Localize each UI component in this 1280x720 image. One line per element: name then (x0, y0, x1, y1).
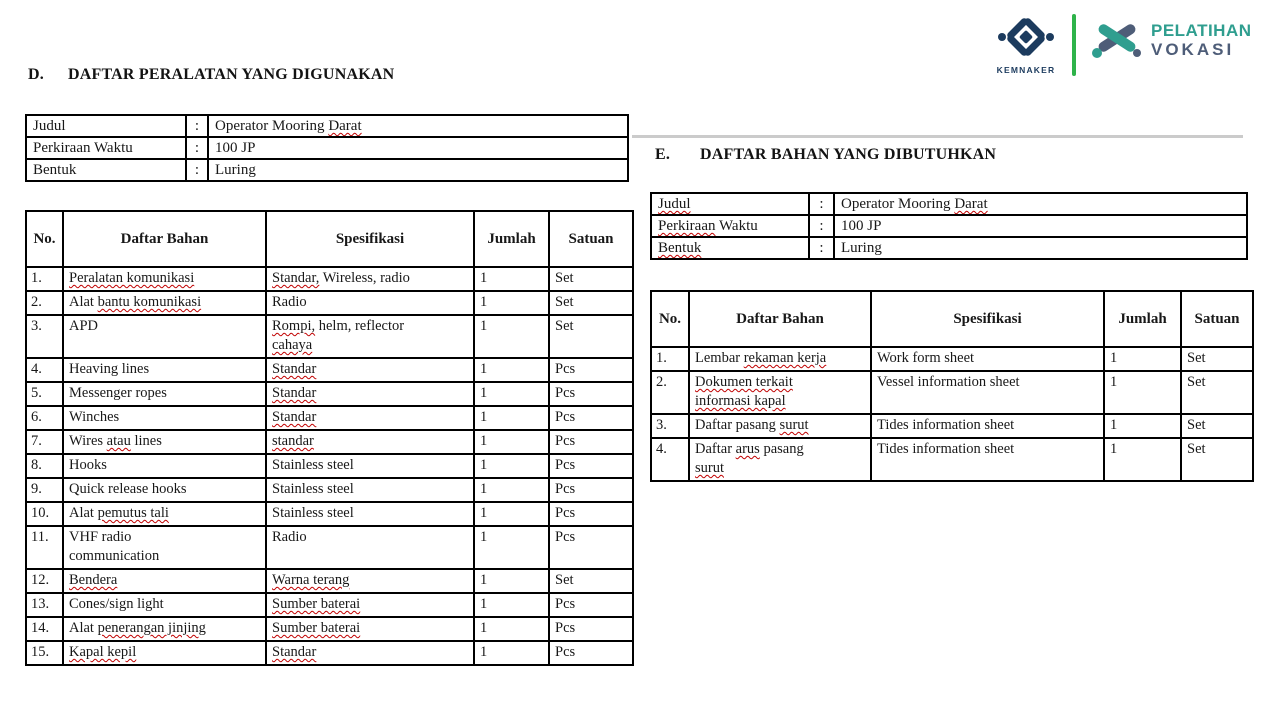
info-row (651, 215, 1247, 237)
cell-name: APD (63, 315, 266, 358)
cell-spec: Tides information sheet (871, 414, 1104, 438)
kemnaker-logo-icon (997, 12, 1055, 62)
cell-qty: 1 (474, 315, 549, 358)
cell-no: 8. (26, 454, 63, 478)
table-row (26, 454, 633, 478)
table-row (26, 382, 633, 406)
table-row (26, 358, 633, 382)
cell-name: Alat pemutus tali (63, 502, 266, 526)
cell-name: Messenger ropes (63, 382, 266, 406)
cell-spec: Standar (266, 382, 474, 406)
cell-unit: Pcs (549, 478, 633, 502)
section-d-letter: D. (28, 66, 44, 83)
table-row (651, 347, 1253, 371)
section-e-letter: E. (655, 146, 671, 163)
cell-name: Winches (63, 406, 266, 430)
info-value: Luring (834, 237, 1247, 259)
cell-no: 5. (26, 382, 63, 406)
pelatihan-vokasi-logo (1091, 20, 1252, 60)
cell-spec: Radio (266, 526, 474, 569)
cell-qty: 1 (474, 526, 549, 569)
info-colon: : (809, 193, 834, 215)
column-header: No. (651, 291, 689, 347)
cell-unit: Pcs (549, 406, 633, 430)
column-header: Jumlah (474, 211, 549, 267)
info-label: Bentuk (26, 159, 186, 181)
cell-spec: Stainless steel (266, 502, 474, 526)
cell-spec: Stainless steel (266, 454, 474, 478)
cell-unit: Pcs (549, 454, 633, 478)
cell-unit: Pcs (549, 526, 633, 569)
cell-name: VHF radio communication (63, 526, 266, 569)
table-row (26, 267, 633, 291)
cell-unit: Set (1181, 438, 1253, 481)
table-row (26, 617, 633, 641)
column-header: No. (26, 211, 63, 267)
info-label: Judul (651, 193, 809, 215)
cell-no: 11. (26, 526, 63, 569)
cell-spec: Vessel information sheet (871, 371, 1104, 414)
info-label: Perkiraan Waktu (26, 137, 186, 159)
cell-name: Wires atau lines (63, 430, 266, 454)
cell-unit: Pcs (549, 641, 633, 665)
info-row (26, 115, 628, 137)
cell-unit: Set (549, 315, 633, 358)
info-row (651, 193, 1247, 215)
cell-unit: Pcs (549, 617, 633, 641)
cell-spec: Standar (266, 406, 474, 430)
table-row (651, 438, 1253, 481)
column-header: Daftar Bahan (63, 211, 266, 267)
cell-qty: 1 (474, 593, 549, 617)
cell-qty: 1 (474, 382, 549, 406)
vokasi-logo-text: VOKASI (1151, 40, 1235, 59)
section-e-heading (655, 146, 996, 164)
cell-no: 13. (26, 593, 63, 617)
cell-qty: 1 (474, 502, 549, 526)
cell-no: 4. (26, 358, 63, 382)
cell-no: 1. (26, 267, 63, 291)
cell-unit: Pcs (549, 358, 633, 382)
scan-edge-line (632, 135, 1243, 138)
logo-divider (1072, 14, 1076, 76)
cell-qty: 1 (474, 291, 549, 315)
header-row (26, 211, 633, 267)
kemnaker-logo-text: KEMNAKER (996, 65, 1056, 75)
cell-spec: Sumber baterai (266, 617, 474, 641)
cell-qty: 1 (1104, 438, 1181, 481)
cell-no: 3. (651, 414, 689, 438)
info-value: 100 JP (834, 215, 1247, 237)
info-label: Bentuk (651, 237, 809, 259)
column-header: Spesifikasi (266, 211, 474, 267)
cell-spec: Standar, Wireless, radio (266, 267, 474, 291)
cell-spec: Standar (266, 358, 474, 382)
info-label: Judul (26, 115, 186, 137)
table-row (651, 371, 1253, 414)
table-row (26, 315, 633, 358)
info-colon: : (186, 137, 208, 159)
table-row (26, 406, 633, 430)
info-label: Perkiraan Waktu (651, 215, 809, 237)
table-row (26, 593, 633, 617)
cell-spec: Stainless steel (266, 478, 474, 502)
cell-qty: 1 (1104, 371, 1181, 414)
cell-name: Hooks (63, 454, 266, 478)
cell-name: Lembar rekaman kerja (689, 347, 871, 371)
cell-unit: Pcs (549, 430, 633, 454)
cell-name: Daftar pasang surut (689, 414, 871, 438)
cell-qty: 1 (474, 641, 549, 665)
cell-qty: 1 (474, 430, 549, 454)
cell-no: 9. (26, 478, 63, 502)
info-value: 100 JP (208, 137, 628, 159)
table-row (651, 414, 1253, 438)
cell-no: 15. (26, 641, 63, 665)
cell-no: 7. (26, 430, 63, 454)
table-row (26, 430, 633, 454)
cell-spec: Sumber baterai (266, 593, 474, 617)
cell-unit: Pcs (549, 502, 633, 526)
info-colon: : (186, 159, 208, 181)
cell-qty: 1 (474, 406, 549, 430)
cell-qty: 1 (474, 569, 549, 593)
cell-unit: Pcs (549, 382, 633, 406)
cell-name: Alat penerangan jinjing (63, 617, 266, 641)
cell-unit: Set (1181, 414, 1253, 438)
cell-name: Kapal kepil (63, 641, 266, 665)
cell-name: Dokumen terkait informasi kapal (689, 371, 871, 414)
cell-no: 14. (26, 617, 63, 641)
cell-name: Daftar arus pasang surut (689, 438, 871, 481)
info-colon: : (809, 237, 834, 259)
table-row (26, 291, 633, 315)
info-row (26, 137, 628, 159)
info-colon: : (186, 115, 208, 137)
cell-unit: Set (1181, 347, 1253, 371)
info-value: Operator Mooring Darat (834, 193, 1247, 215)
cell-name: Bendera (63, 569, 266, 593)
cell-no: 12. (26, 569, 63, 593)
logo-block (995, 12, 1252, 76)
column-header: Satuan (1181, 291, 1253, 347)
cell-spec: Radio (266, 291, 474, 315)
pelatihan-vokasi-icon (1091, 20, 1143, 60)
section-d-title: DAFTAR PERALATAN YANG DIGUNAKAN (68, 66, 395, 83)
table-row (26, 641, 633, 665)
cell-unit: Pcs (549, 593, 633, 617)
cell-no: 6. (26, 406, 63, 430)
info-colon: : (809, 215, 834, 237)
cell-spec: Work form sheet (871, 347, 1104, 371)
section-d-heading (28, 66, 394, 84)
column-header: Spesifikasi (871, 291, 1104, 347)
cell-qty: 1 (1104, 347, 1181, 371)
table-row (26, 502, 633, 526)
info-value: Operator Mooring Darat (208, 115, 628, 137)
cell-no: 4. (651, 438, 689, 481)
materials-table (650, 290, 1254, 482)
header-row (651, 291, 1253, 347)
section-e-info-table (650, 192, 1248, 260)
cell-qty: 1 (474, 358, 549, 382)
info-row (651, 237, 1247, 259)
cell-name: Peralatan komunikasi (63, 267, 266, 291)
info-row (26, 159, 628, 181)
pelatihan-logo-text: PELATIHAN (1151, 21, 1252, 40)
cell-unit: Set (549, 569, 633, 593)
cell-spec: standar (266, 430, 474, 454)
kemnaker-logo (995, 12, 1057, 75)
column-header: Satuan (549, 211, 633, 267)
cell-unit: Set (549, 267, 633, 291)
cell-no: 2. (651, 371, 689, 414)
info-value: Luring (208, 159, 628, 181)
cell-name: Heaving lines (63, 358, 266, 382)
cell-spec: Tides information sheet (871, 438, 1104, 481)
cell-name: Cones/sign light (63, 593, 266, 617)
cell-name: Quick release hooks (63, 478, 266, 502)
column-header: Jumlah (1104, 291, 1181, 347)
table-row (26, 478, 633, 502)
cell-spec: Warna terang (266, 569, 474, 593)
cell-qty: 1 (474, 617, 549, 641)
cell-unit: Set (549, 291, 633, 315)
section-e-title: DAFTAR BAHAN YANG DIBUTUHKAN (700, 146, 997, 163)
section-d-info-table (25, 114, 629, 182)
cell-unit: Set (1181, 371, 1253, 414)
cell-no: 2. (26, 291, 63, 315)
cell-name: Alat bantu komunikasi (63, 291, 266, 315)
table-row (26, 526, 633, 569)
column-header: Daftar Bahan (689, 291, 871, 347)
cell-qty: 1 (1104, 414, 1181, 438)
cell-qty: 1 (474, 267, 549, 291)
cell-spec: Standar (266, 641, 474, 665)
cell-qty: 1 (474, 478, 549, 502)
equipment-table (25, 210, 634, 666)
cell-no: 3. (26, 315, 63, 358)
cell-no: 10. (26, 502, 63, 526)
cell-spec: Rompi, helm, reflector cahaya (266, 315, 474, 358)
cell-qty: 1 (474, 454, 549, 478)
table-row (26, 569, 633, 593)
cell-no: 1. (651, 347, 689, 371)
